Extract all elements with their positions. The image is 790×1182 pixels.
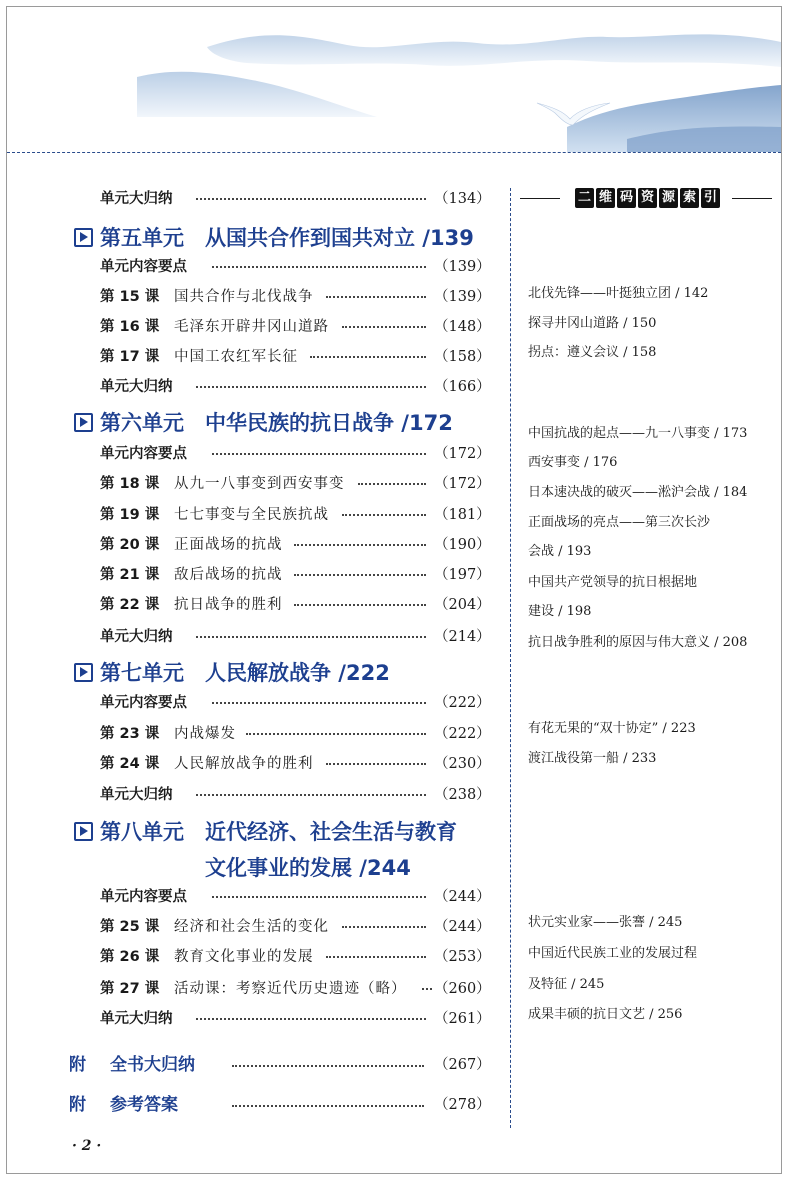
lesson-number: 第 17 课	[100, 349, 160, 365]
lesson-row	[100, 976, 490, 1002]
qr-resource-item[interactable]: 及特征 / 245	[528, 977, 605, 992]
unit-heading	[0, 656, 500, 690]
lesson-title: 经济和社会生活的变化	[174, 919, 329, 935]
page-ref: （158）	[434, 349, 491, 365]
qr-resource-item[interactable]: 建设 / 198	[528, 604, 592, 619]
lesson-title: 人民解放战争的胜利	[174, 756, 314, 772]
section-row	[100, 441, 490, 467]
qr-resource-item[interactable]: 日本速决战的破灭——淞沪会战 / 184	[528, 485, 748, 500]
page-ref: （244）	[434, 919, 491, 935]
qr-resource-item[interactable]: 渡江战役第一船 / 233	[528, 751, 657, 766]
lesson-title: 正面战场的抗战	[174, 537, 283, 553]
appendix-label: 附	[69, 1055, 86, 1075]
page-ref: （278）	[434, 1097, 491, 1113]
qr-resource-index-heading	[520, 188, 775, 210]
section-label: 单元大归纳	[100, 629, 173, 645]
unit-heading	[0, 851, 500, 885]
page-ref: （204）	[434, 597, 491, 613]
page-number: · 2 ·	[72, 1138, 102, 1154]
header-landscape-illustration	[7, 7, 781, 157]
heading-char: 码	[617, 188, 636, 208]
qr-resource-item[interactable]: 拐点：遵义会议 / 158	[528, 345, 657, 360]
section-row	[100, 374, 490, 400]
qr-resource-item[interactable]: 北伐先锋——叶挺独立团 / 142	[528, 286, 709, 301]
lesson-title: 七七事变与全民族抗战	[174, 507, 329, 523]
section-label: 单元内容要点	[100, 259, 187, 275]
qr-resource-item[interactable]: 中国共产党领导的抗日根据地	[528, 575, 698, 590]
section-row	[100, 690, 490, 716]
lesson-number: 第 26 课	[100, 949, 160, 965]
lesson-title: 抗日战争的胜利	[174, 597, 283, 613]
unit-heading	[0, 221, 500, 255]
lesson-number: 第 18 课	[100, 476, 160, 492]
appendix-title: 全书大归纳	[110, 1055, 195, 1075]
dot-leader	[294, 604, 426, 606]
lesson-row	[100, 502, 490, 528]
qr-resource-item[interactable]: 正面战场的亮点——第三次长沙	[528, 515, 711, 530]
lesson-number: 第 23 课	[100, 726, 160, 742]
page-ref: （222）	[434, 695, 491, 711]
unit-heading	[0, 406, 500, 440]
lesson-title: 从九一八事变到西安事变	[174, 476, 345, 492]
page-ref: （148）	[434, 319, 491, 335]
heading-char: 维	[596, 188, 615, 208]
qr-resource-item[interactable]: 成果丰硕的抗日文艺 / 256	[528, 1007, 683, 1022]
section-label: 单元内容要点	[100, 889, 187, 905]
section-row	[100, 782, 490, 808]
arrow-icon	[74, 413, 93, 432]
lesson-title: 中国工农红军长征	[174, 349, 298, 365]
lesson-number: 第 22 课	[100, 597, 160, 613]
unit-heading	[0, 815, 500, 849]
section-row	[100, 1006, 490, 1032]
lesson-row	[100, 562, 490, 588]
page-ref: （244）	[434, 889, 491, 905]
dot-leader	[232, 1065, 424, 1067]
arrow-icon	[74, 822, 93, 841]
page-ref: （139）	[434, 259, 491, 275]
page-ref: （253）	[434, 949, 491, 965]
page-ref: （197）	[434, 567, 491, 583]
dot-leader	[212, 702, 426, 704]
lesson-number: 第 27 课	[100, 981, 160, 997]
lesson-number: 第 21 课	[100, 567, 160, 583]
lesson-number: 第 16 课	[100, 319, 160, 335]
heading-rule-right	[732, 198, 772, 199]
lesson-title: 内战爆发	[174, 726, 236, 742]
dot-leader	[196, 386, 426, 388]
dot-leader	[326, 296, 426, 298]
lesson-number: 第 25 课	[100, 919, 160, 935]
dot-leader	[212, 266, 426, 268]
unit-title: 文化事业的发展 /244	[205, 856, 411, 880]
lesson-title: 国共合作与北伐战争	[174, 289, 314, 305]
heading-char: 引	[701, 188, 720, 208]
unit-title: 第五单元 从国共合作到国共对立 /139	[100, 226, 474, 250]
dot-leader	[342, 926, 426, 928]
dot-leader	[246, 733, 426, 735]
qr-resource-item[interactable]: 会战 / 193	[528, 544, 592, 559]
heading-char: 索	[680, 188, 699, 208]
page-ref: （230）	[434, 756, 491, 772]
lesson-number: 第 15 课	[100, 289, 160, 305]
unit-title: 第八单元 近代经济、社会生活与教育	[100, 820, 457, 844]
appendix-row	[0, 1050, 490, 1080]
qr-resource-item[interactable]: 状元实业家——张謇 / 245	[528, 915, 683, 930]
section-row	[100, 884, 490, 910]
lesson-row	[100, 944, 490, 970]
qr-resource-item[interactable]: 西安事变 / 176	[528, 455, 618, 470]
heading-char: 二	[575, 188, 594, 208]
lesson-row	[100, 284, 490, 310]
lesson-title: 活动课：考察近代历史遗迹（略）	[174, 981, 407, 997]
section-label: 单元大归纳	[100, 787, 173, 803]
dot-leader	[422, 988, 432, 990]
header-divider	[7, 152, 781, 153]
page-ref: （166）	[434, 379, 491, 395]
unit-title: 第六单元 中华民族的抗日战争 /172	[100, 411, 453, 435]
section-row	[100, 254, 490, 280]
page-ref: （261）	[434, 1011, 491, 1027]
lesson-number: 第 24 课	[100, 756, 160, 772]
page-ref: （238）	[434, 787, 491, 803]
lesson-row	[100, 314, 490, 340]
section-label: 单元大归纳	[100, 191, 173, 207]
dot-leader	[196, 198, 426, 200]
dot-leader	[326, 956, 426, 958]
page-ref: （260）	[434, 981, 491, 997]
page-ref: （214）	[434, 629, 491, 645]
heading-rule-left	[520, 198, 560, 199]
unit-title: 第七单元 人民解放战争 /222	[100, 661, 390, 685]
lesson-row	[100, 344, 490, 370]
heading-char: 资	[638, 188, 657, 208]
dot-leader	[232, 1105, 424, 1107]
section-label: 单元内容要点	[100, 446, 187, 462]
sidebar-divider	[510, 188, 511, 1128]
dot-leader	[294, 544, 426, 546]
dot-leader	[196, 636, 426, 638]
page-ref: （267）	[434, 1057, 491, 1073]
section-row	[100, 186, 490, 212]
lesson-row	[100, 914, 490, 940]
section-label: 单元大归纳	[100, 1011, 173, 1027]
lesson-title: 敌后战场的抗战	[174, 567, 283, 583]
lesson-row	[100, 471, 490, 497]
lesson-title: 毛泽东开辟井冈山道路	[174, 319, 329, 335]
page-ref: （190）	[434, 537, 491, 553]
appendix-title: 参考答案	[110, 1095, 178, 1115]
arrow-icon	[74, 663, 93, 682]
lesson-row	[100, 721, 490, 747]
arrow-icon	[74, 228, 93, 247]
appendix-row	[0, 1090, 490, 1120]
qr-resource-item[interactable]: 中国近代民族工业的发展过程	[528, 946, 698, 961]
page-ref: （172）	[434, 476, 491, 492]
lesson-row	[100, 751, 490, 777]
dot-leader	[310, 356, 426, 358]
dot-leader	[294, 574, 426, 576]
heading-chars	[575, 188, 720, 208]
qr-resource-item[interactable]: 抗日战争胜利的原因与伟大意义 / 208	[528, 635, 748, 650]
qr-resource-item[interactable]: 中国抗战的起点——九一八事变 / 173	[528, 426, 748, 441]
dot-leader	[212, 896, 426, 898]
dot-leader	[196, 794, 426, 796]
qr-resource-item[interactable]: 有花无果的“双十协定” / 223	[528, 721, 696, 736]
appendix-label: 附	[69, 1095, 86, 1115]
heading-char: 源	[659, 188, 678, 208]
page-ref: （181）	[434, 507, 491, 523]
dot-leader	[326, 763, 426, 765]
qr-resource-item[interactable]: 探寻井冈山道路 / 150	[528, 316, 657, 331]
lesson-row	[100, 592, 490, 618]
dot-leader	[342, 514, 426, 516]
page-ref: （172）	[434, 446, 491, 462]
dot-leader	[196, 1018, 426, 1020]
dot-leader	[212, 453, 426, 455]
section-row	[100, 624, 490, 650]
lesson-number: 第 19 课	[100, 507, 160, 523]
lesson-number: 第 20 课	[100, 537, 160, 553]
section-label: 单元内容要点	[100, 695, 187, 711]
dot-leader	[342, 326, 426, 328]
page-ref: （222）	[434, 726, 491, 742]
dot-leader	[358, 483, 426, 485]
page-ref: （139）	[434, 289, 491, 305]
lesson-title: 教育文化事业的发展	[174, 949, 314, 965]
page-ref: （134）	[434, 191, 491, 207]
lesson-row	[100, 532, 490, 558]
section-label: 单元大归纳	[100, 379, 173, 395]
